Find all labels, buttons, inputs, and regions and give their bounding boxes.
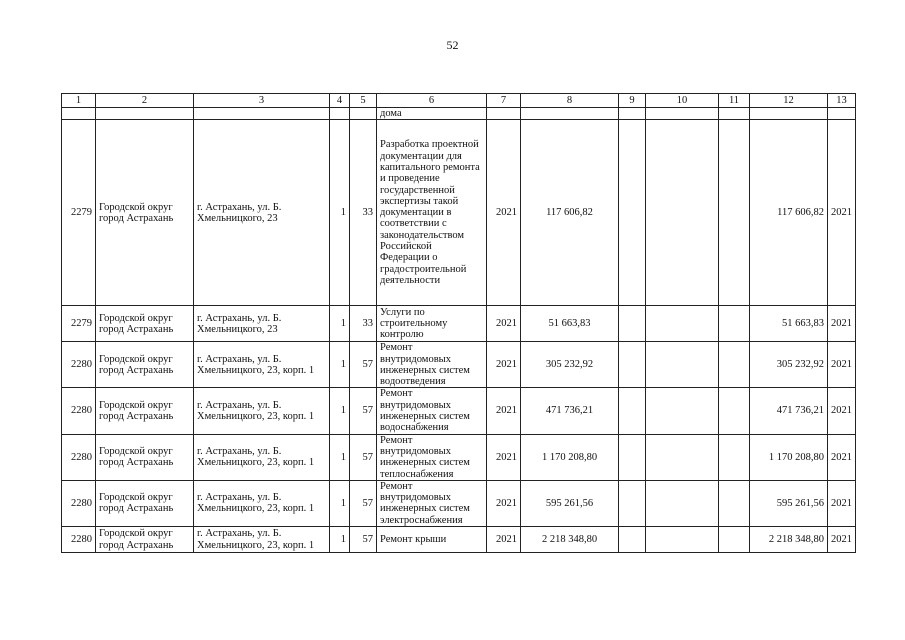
col4-cell: 1 [330, 527, 350, 553]
col9-cell [619, 342, 646, 388]
row-number-cell: 2279 [62, 120, 96, 306]
table-row [62, 342, 856, 388]
cost-cell: 2 218 348,80 [521, 527, 619, 553]
col9-cell [619, 120, 646, 306]
col11-cell [719, 527, 750, 553]
col5-cell: 57 [350, 527, 377, 553]
col10-cell [646, 120, 719, 306]
row-number-cell: 2280 [62, 527, 96, 553]
year-cell: 2021 [487, 480, 521, 526]
column-header: 12 [750, 94, 828, 108]
municipality-cell: Городской округ город Астрахань [96, 527, 194, 553]
table-row [62, 388, 856, 434]
row-number-cell: 2280 [62, 480, 96, 526]
work-type-cell: дома [377, 108, 487, 120]
column-header: 6 [377, 94, 487, 108]
municipality-cell: Городской округ город Астрахань [96, 480, 194, 526]
year-cell: 2021 [487, 120, 521, 306]
year-cell: 2021 [487, 342, 521, 388]
column-header: 5 [350, 94, 377, 108]
cost-cell: 595 261,56 [521, 480, 619, 526]
completion-year-cell: 2021 [828, 434, 856, 480]
column-header: 13 [828, 94, 856, 108]
total-cost-cell: 1 170 208,80 [750, 434, 828, 480]
work-type-cell: Ремонт внутридомовых инженерных систем водоснабжения [377, 388, 487, 434]
table-row [62, 480, 856, 526]
column-header: 4 [330, 94, 350, 108]
col5-cell: 57 [350, 342, 377, 388]
col11-cell [719, 434, 750, 480]
column-header: 8 [521, 94, 619, 108]
col5-cell: 57 [350, 480, 377, 526]
total-cost-cell: 595 261,56 [750, 480, 828, 526]
table-row [62, 306, 856, 342]
completion-year-cell: 2021 [828, 388, 856, 434]
col10-cell [646, 434, 719, 480]
completion-year-cell: 2021 [828, 480, 856, 526]
register-table [61, 93, 856, 553]
column-header: 1 [62, 94, 96, 108]
continuation-row [62, 108, 856, 120]
address-cell: г. Астрахань, ул. Б. Хмельницкого, 23, корп. 1 [194, 480, 330, 526]
column-header: 7 [487, 94, 521, 108]
total-cost-cell: 51 663,83 [750, 306, 828, 342]
completion-year-cell: 2021 [828, 527, 856, 553]
column-header: 2 [96, 94, 194, 108]
work-type-cell: Разработка проектной документации для капитального ремонта и проведение государственной экспертизы такой документации в соответствии с законодательством Российской Федерации о градостроительной деятельности [377, 120, 487, 306]
municipality-cell: Городской округ город Астрахань [96, 388, 194, 434]
table-row [62, 527, 856, 553]
col4-cell: 1 [330, 434, 350, 480]
col4-cell: 1 [330, 480, 350, 526]
row-number-cell: 2280 [62, 388, 96, 434]
row-number-cell: 2280 [62, 434, 96, 480]
table-row [62, 120, 856, 306]
cost-cell: 51 663,83 [521, 306, 619, 342]
column-header: 11 [719, 94, 750, 108]
work-type-cell: Ремонт внутридомовых инженерных систем водоотведения [377, 342, 487, 388]
col9-cell [619, 306, 646, 342]
col4-cell: 1 [330, 120, 350, 306]
column-header: 9 [619, 94, 646, 108]
address-cell: г. Астрахань, ул. Б. Хмельницкого, 23, корп. 1 [194, 342, 330, 388]
work-type-cell: Ремонт внутридомовых инженерных систем электроснабжения [377, 480, 487, 526]
col10-cell [646, 480, 719, 526]
cost-cell: 117 606,82 [521, 120, 619, 306]
work-type-cell: Ремонт крыши [377, 527, 487, 553]
cost-cell: 471 736,21 [521, 388, 619, 434]
col9-cell [619, 388, 646, 434]
cost-cell: 1 170 208,80 [521, 434, 619, 480]
col11-cell [719, 388, 750, 434]
col9-cell [619, 527, 646, 553]
address-cell: г. Астрахань, ул. Б. Хмельницкого, 23, корп. 1 [194, 434, 330, 480]
col4-cell: 1 [330, 342, 350, 388]
address-cell: г. Астрахань, ул. Б. Хмельницкого, 23, корп. 1 [194, 527, 330, 553]
col10-cell [646, 388, 719, 434]
work-type-cell: Услуги по строительному контролю [377, 306, 487, 342]
cost-cell: 305 232,92 [521, 342, 619, 388]
total-cost-cell: 2 218 348,80 [750, 527, 828, 553]
column-number-row [62, 94, 856, 108]
page-number: 52 [446, 38, 459, 52]
year-cell: 2021 [487, 527, 521, 553]
col11-cell [719, 480, 750, 526]
col9-cell [619, 480, 646, 526]
col10-cell [646, 527, 719, 553]
municipality-cell: Городской округ город Астрахань [96, 306, 194, 342]
col10-cell [646, 342, 719, 388]
year-cell: 2021 [487, 306, 521, 342]
municipality-cell: Городской округ город Астрахань [96, 120, 194, 306]
col11-cell [719, 342, 750, 388]
col5-cell: 57 [350, 434, 377, 480]
col10-cell [646, 306, 719, 342]
column-header: 10 [646, 94, 719, 108]
total-cost-cell: 305 232,92 [750, 342, 828, 388]
year-cell: 2021 [487, 434, 521, 480]
col11-cell [719, 120, 750, 306]
total-cost-cell: 471 736,21 [750, 388, 828, 434]
municipality-cell: Городской округ город Астрахань [96, 434, 194, 480]
col4-cell: 1 [330, 388, 350, 434]
col4-cell: 1 [330, 306, 350, 342]
row-number-cell: 2279 [62, 306, 96, 342]
work-type-cell: Ремонт внутридомовых инженерных систем теплоснабжения [377, 434, 487, 480]
row-number-cell: 2280 [62, 342, 96, 388]
completion-year-cell: 2021 [828, 120, 856, 306]
column-header: 3 [194, 94, 330, 108]
year-cell: 2021 [487, 388, 521, 434]
col5-cell: 33 [350, 120, 377, 306]
address-cell: г. Астрахань, ул. Б. Хмельницкого, 23 [194, 120, 330, 306]
table-row [62, 434, 856, 480]
col5-cell: 33 [350, 306, 377, 342]
col5-cell: 57 [350, 388, 377, 434]
address-cell: г. Астрахань, ул. Б. Хмельницкого, 23 [194, 306, 330, 342]
address-cell: г. Астрахань, ул. Б. Хмельницкого, 23, корп. 1 [194, 388, 330, 434]
total-cost-cell: 117 606,82 [750, 120, 828, 306]
completion-year-cell: 2021 [828, 342, 856, 388]
col9-cell [619, 434, 646, 480]
municipality-cell: Городской округ город Астрахань [96, 342, 194, 388]
col11-cell [719, 306, 750, 342]
completion-year-cell: 2021 [828, 306, 856, 342]
